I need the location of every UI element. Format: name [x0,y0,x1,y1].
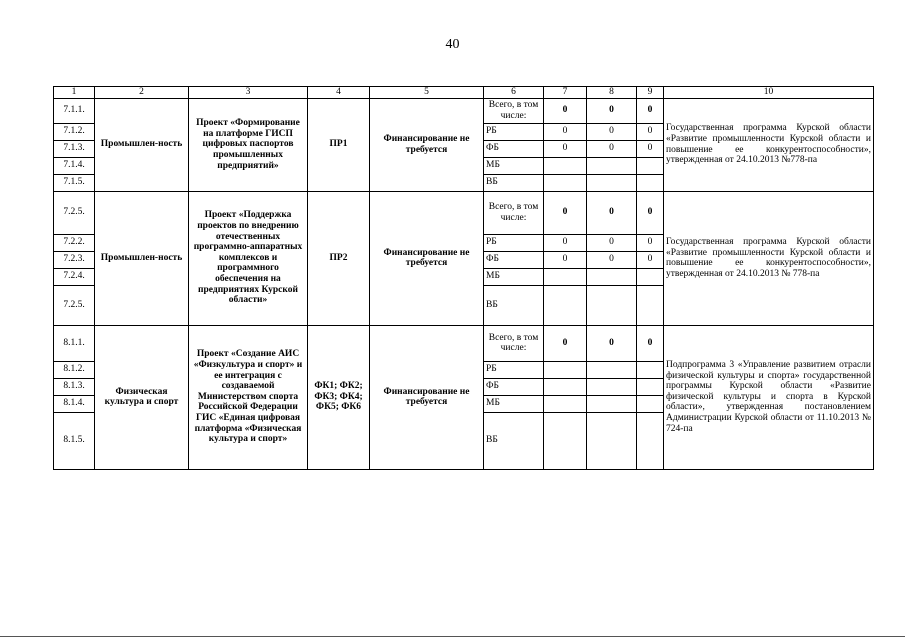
code-cell: ФК1; ФК2; ФК3; ФК4; ФК5; ФК6 [308,325,370,469]
empty-cell [544,378,587,395]
row-id: 7.1.4. [54,157,95,174]
table-row [54,191,874,234]
empty-cell [544,268,587,285]
empty-cell [637,395,664,412]
measures-table [53,86,874,470]
row-id: 7.1.2. [54,123,95,140]
empty-cell [544,395,587,412]
value-cell: 0 [637,98,664,123]
empty-cell [544,157,587,174]
value-cell: 0 [637,234,664,251]
header-cell: 4 [308,87,370,99]
program-cell: Государственная программа Курской области «Развитие промышленности Курской области и повышение ее конкурентоспособности», утвержденная от 24.10.2013 № 778-па [664,191,874,325]
empty-cell [544,285,587,325]
sphere-cell: Промышлен-ность [95,191,189,325]
funding-mb: МБ [484,268,544,285]
header-cell: 10 [664,87,874,99]
value-cell: 0 [587,98,637,123]
row-id: 7.2.5. [54,285,95,325]
value-cell: 0 [587,234,637,251]
code-cell: ПР2 [308,191,370,325]
funding-vb: ВБ [484,174,544,191]
value-cell: 0 [544,123,587,140]
empty-cell [637,412,664,469]
page-number: 40 [445,37,460,52]
funding-rb: РБ [484,123,544,140]
row-id: 7.1.3. [54,140,95,157]
code-cell: ПР1 [308,98,370,191]
value-cell: 0 [587,191,637,234]
header-cell: 3 [189,87,308,99]
value-cell: 0 [637,325,664,361]
empty-cell [544,174,587,191]
value-cell: 0 [587,251,637,268]
funding-fb: ФБ [484,251,544,268]
empty-cell [544,361,587,378]
empty-cell [587,268,637,285]
project-cell: Проект «Поддержка проектов по внедрению отечественных программно-аппаратных комплексов и программного обеспечения на предприятиях Курской области» [189,191,308,325]
empty-cell [544,412,587,469]
empty-cell [637,361,664,378]
value-cell: 0 [637,123,664,140]
value-cell: 0 [544,140,587,157]
header-cell: 7 [544,87,587,99]
empty-cell [587,361,637,378]
funding-total: Всего, в том числе: [484,98,544,123]
funding-rb: РБ [484,234,544,251]
funding-fb: ФБ [484,378,544,395]
row-id: 8.1.3. [54,378,95,395]
empty-cell [587,285,637,325]
empty-cell [587,412,637,469]
funding-vb: ВБ [484,285,544,325]
header-cell: 9 [637,87,664,99]
program-cell: Государственная программа Курской области «Развитие промышленности Курской области и повышение ее конкурентоспособности», утвержденная от 24.10.2013 №778-па [664,98,874,191]
row-id: 8.1.4. [54,395,95,412]
value-cell: 0 [544,325,587,361]
empty-cell [637,157,664,174]
financing-cell: Финансирование не требуется [370,98,484,191]
header-cell: 5 [370,87,484,99]
value-cell: 0 [544,191,587,234]
row-id: 7.1.5. [54,174,95,191]
header-row [54,87,874,99]
sphere-cell: Физическая культура и спорт [95,325,189,469]
row-id: 7.2.4. [54,268,95,285]
empty-cell [637,378,664,395]
program-cell: Подпрограмма 3 «Управление развитием отрасли физической культуры и спорта» государственной программы Курской области «Развитие физической культуры и спорта в Курской области», утвержденная постановлением Администрации Курской области от 11.10.2013 № 724-па [664,325,874,469]
header-cell: 1 [54,87,95,99]
funding-total: Всего, в том числе: [484,325,544,361]
scan-edge-line [0,636,905,637]
empty-cell [637,285,664,325]
funding-vb: ВБ [484,412,544,469]
funding-fb: ФБ [484,140,544,157]
project-cell: Проект «Формирование на платформе ГИСП цифровых паспортов промышленных предприятий» [189,98,308,191]
empty-cell [637,174,664,191]
project-cell: Проект «Создание АИС «Физкультура и спорт» и ее интеграция с создаваемой Министерством спорта Российской Федерации ГИС «Единая цифровая платформа «Физическая культура и спорт» [189,325,308,469]
value-cell: 0 [637,191,664,234]
empty-cell [587,395,637,412]
funding-total: Всего, в том числе: [484,191,544,234]
header-cell: 6 [484,87,544,99]
row-id: 8.1.1. [54,325,95,361]
row-id: 7.2.3. [54,251,95,268]
sphere-cell: Промышлен-ность [95,98,189,191]
table-row [54,325,874,361]
value-cell: 0 [637,140,664,157]
value-cell: 0 [587,123,637,140]
empty-cell [587,174,637,191]
row-id: 7.1.1. [54,98,95,123]
funding-mb: МБ [484,157,544,174]
table-row [54,98,874,123]
value-cell: 0 [587,140,637,157]
empty-cell [587,157,637,174]
financing-cell: Финансирование не требуется [370,325,484,469]
header-cell: 8 [587,87,637,99]
header-cell: 2 [95,87,189,99]
funding-rb: РБ [484,361,544,378]
value-cell: 0 [587,325,637,361]
value-cell: 0 [544,251,587,268]
row-id: 8.1.2. [54,361,95,378]
empty-cell [587,378,637,395]
empty-cell [637,268,664,285]
row-id: 8.1.5. [54,412,95,469]
row-id: 7.2.5. [54,191,95,234]
funding-mb: МБ [484,395,544,412]
row-id: 7.2.2. [54,234,95,251]
value-cell: 0 [544,98,587,123]
financing-cell: Финансирование не требуется [370,191,484,325]
value-cell: 0 [637,251,664,268]
value-cell: 0 [544,234,587,251]
